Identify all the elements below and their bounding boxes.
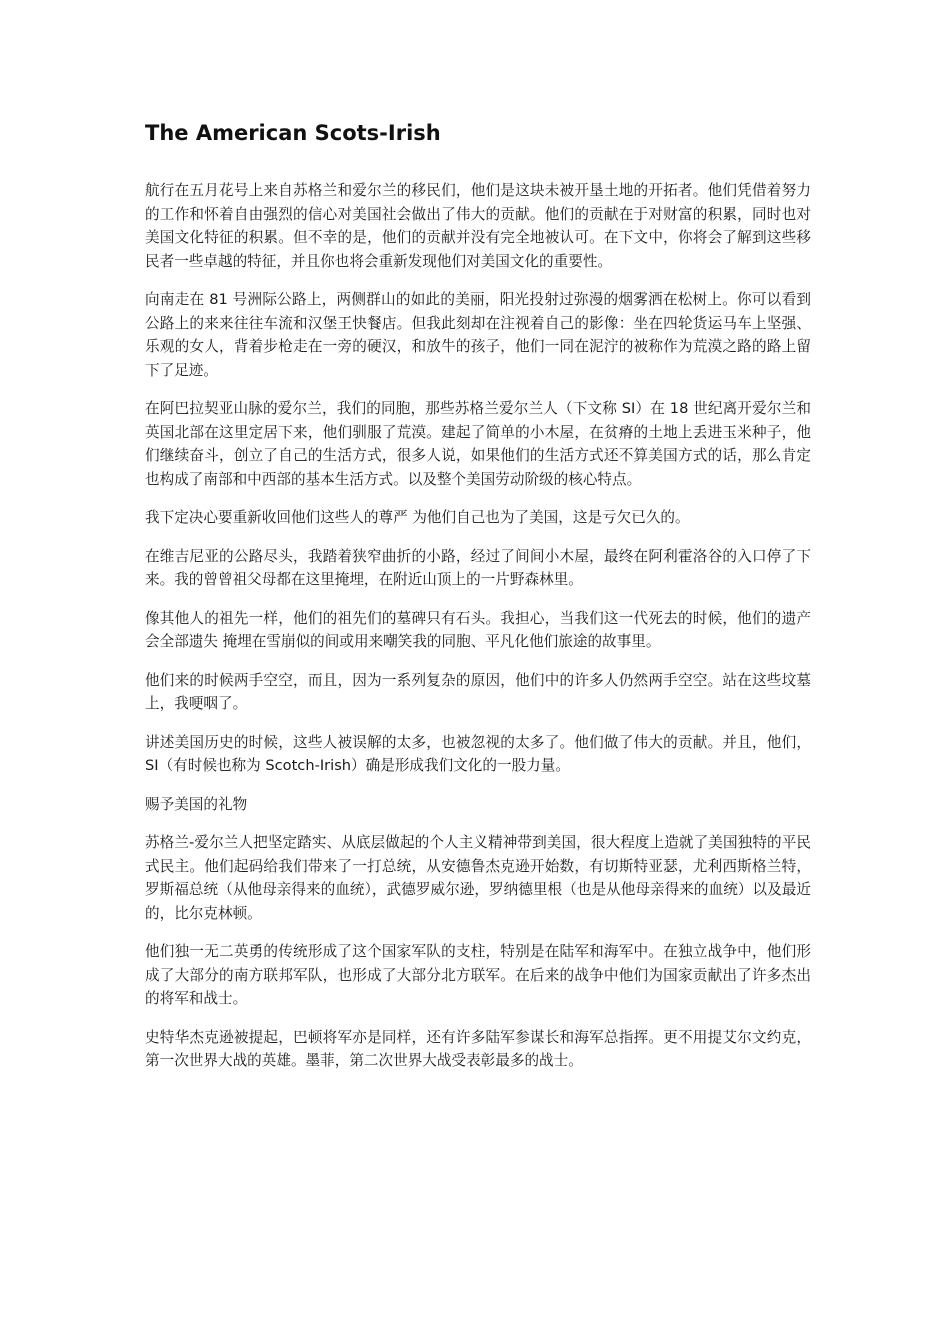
- paragraph-5: 在维吉尼亚的公路尽头，我踏着狭窄曲折的小路，经过了间间小木屋，最终在阿利霍洛谷的入口停了下来。我的曾曾祖父母都在这里掩埋，在附近山顶上的一片野森林里。: [145, 547, 811, 588]
- paragraph-6: 像其他人的祖先一样，他们的祖先们的墓碑只有石头。我担心，当我们这一代死去的时候，他们的遗产会全部遗失 掩埋在雪崩似的间或用来嘲笑我的同胞、平凡化他们旅途的故事里。: [145, 609, 811, 650]
- paragraph-8: 讲述美国历史的时候，这些人被误解的太多，也被忽视的太多了。他们做了伟大的贡献。并且，他们，SI（有时候也称为 Scotch-Irish）确是形成我们文化的一股力量。: [145, 733, 811, 774]
- paragraph-10: 他们独一无二英勇的传统形成了这个国家军队的支柱，特别是在陆军和海军中。在独立战争中，他们形成了大部分的南方联邦军队，也形成了大部分北方联军。在后来的战争中他们为国家贡献出了许多杰出的将军和战士。: [145, 943, 811, 1007]
- paragraph-7: 他们来的时候两手空空，而且，因为一系列复杂的原因，他们中的许多人仍然两手空空。站在这些坟墓上，我哽咽了。: [145, 671, 811, 712]
- paragraph-4: 我下定决心要重新收回他们这些人的尊严 为他们自己也为了美国，这是亏欠已久的。: [145, 509, 690, 526]
- document-title: The American Scots-Irish: [145, 121, 441, 145]
- paragraph-9: 苏格兰-爱尔兰人把坚定踏实、从底层做起的个人主义精神带到美国，很大程度上造就了美国独特的平民式民主。他们起码给我们带来了一打总统，从安德鲁杰克逊开始数，有切斯特亚瑟，尤利西斯格兰特，罗斯福总统（从他母亲得来的血统），武德罗威尔逊，罗纳德里根（也是从他母亲得来的血统）以及最近的，比尔克林顿。: [145, 834, 811, 922]
- paragraph-1: 航行在五月花号上来自苏格兰和爱尔兰的移民们，他们是这块未被开垦土地的开拓者。他们凭借着努力的工作和怀着自由强烈的信心对美国社会做出了伟大的贡献。他们的贡献在于对财富的积累，同时也对美国文化特征的积累。但不幸的是，他们的贡献并没有完全地被认可。在下文中，你将会了解到这些移民者一些卓越的特征，并且你也将会重新发现他们对美国文化的重要性。: [145, 182, 811, 270]
- paragraph-11: 史特华杰克逊被提起，巴顿将军亦是同样，还有许多陆军参谋长和海军总指挥。更不用提艾尔文约克，第一次世界大战的英雄。墨菲，第二次世界大战受表彰最多的战士。: [145, 1028, 811, 1069]
- section-heading: 赐予美国的礼物: [145, 795, 248, 813]
- paragraph-3: 在阿巴拉契亚山脉的爱尔兰，我们的同胞，那些苏格兰爱尔兰人（下文称 SI）在 18 世纪离开爱尔兰和英国北部在这里定居下来，他们驯服了荒漠。建起了简单的小木屋，在贫瘠的土地上丢进玉米种子，他们继续奋斗，创立了自己的生活方式，很多人说，如果他们的生活方式还不算美国方式的话，那么肯定也构成了南部和中西部的基本生活方式。以及整个美国劳动阶级的核心特点。: [145, 400, 811, 488]
- document-body: [145, 179, 811, 1088]
- paragraph-2: 向南走在 81 号洲际公路上，两侧群山的如此的美丽，阳光投射过弥漫的烟雾洒在松树上。你可以看到公路上的来来往往车流和汉堡王快餐店。但我此刻却在注视着自己的影像：坐在四轮货运马车上坚强、乐观的女人，背着步枪走在一旁的硬汉，和放牛的孩子，他们一同在泥泞的被称作为荒漠之路的路上留下了足迹。: [145, 291, 811, 379]
